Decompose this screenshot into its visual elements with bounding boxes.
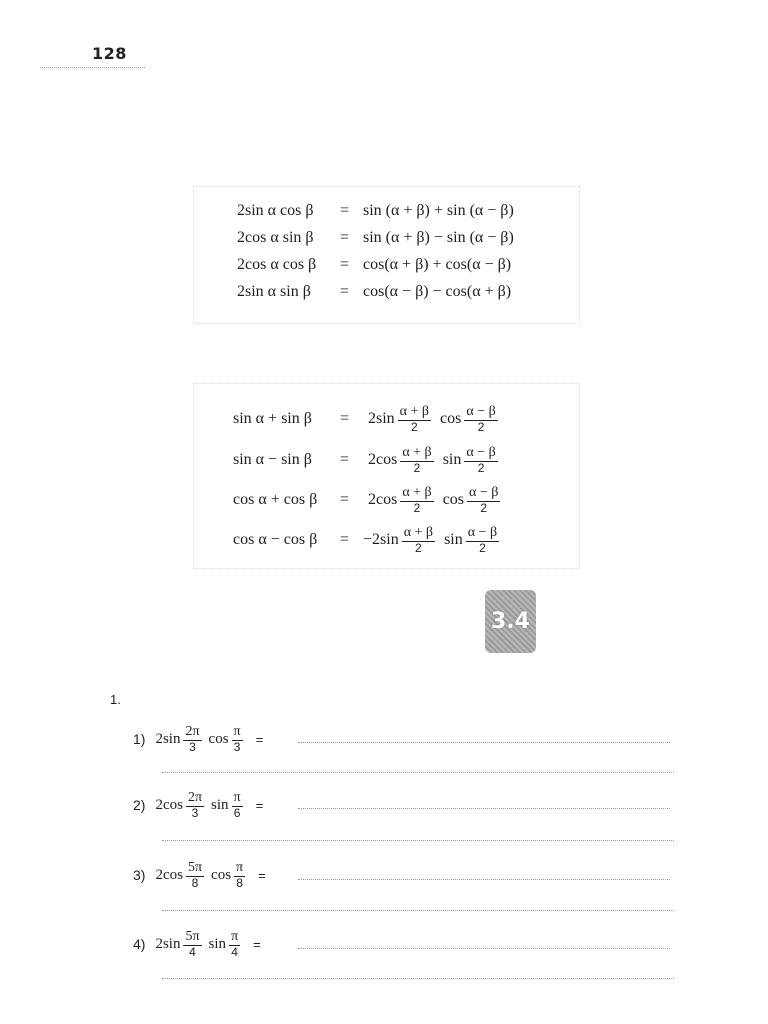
exercise-equals: = bbox=[255, 797, 264, 813]
exercise-item bbox=[133, 722, 263, 756]
formula-function: cos bbox=[440, 410, 462, 427]
formula-rhs: sin (α + β) − sin (α − β) bbox=[363, 229, 514, 246]
fraction-denominator: 2 bbox=[415, 540, 422, 555]
formula-equals: = bbox=[340, 202, 350, 219]
fraction-numerator: 2π bbox=[187, 789, 203, 805]
fraction-numerator: α + β bbox=[402, 444, 432, 460]
formula-lhs: 2sin α cos β bbox=[237, 202, 314, 219]
exercise-equals: = bbox=[258, 867, 266, 883]
exercise-function: sin bbox=[211, 796, 229, 813]
fraction-denominator: 2 bbox=[477, 460, 485, 475]
formula-rhs: sin (α + β) + sin (α − β) bbox=[363, 202, 514, 219]
fraction-numerator: α + β bbox=[403, 524, 434, 540]
formula-equals: = bbox=[340, 410, 350, 427]
fraction bbox=[464, 405, 497, 433]
exercise-function: cos bbox=[211, 866, 232, 883]
answer-line[interactable] bbox=[162, 910, 674, 911]
page-number-rule bbox=[40, 67, 145, 68]
fraction-numerator: α − β bbox=[466, 444, 496, 460]
fraction-numerator: α + β bbox=[402, 484, 432, 500]
exercise-item-index: 2) bbox=[133, 797, 146, 813]
exercise-item-index: 4) bbox=[133, 936, 146, 952]
fraction-numerator: 5π bbox=[185, 928, 200, 944]
section-badge bbox=[485, 590, 536, 653]
exercise-function: sin bbox=[208, 935, 227, 952]
answer-line[interactable] bbox=[162, 840, 674, 841]
answer-line[interactable] bbox=[162, 978, 674, 979]
exercise-function: 2sin bbox=[155, 730, 181, 747]
fraction-denominator: 2 bbox=[413, 500, 421, 515]
fraction-numerator: α + β bbox=[399, 403, 430, 419]
exercise-function: 2cos bbox=[155, 796, 183, 813]
fraction-denominator: 2 bbox=[413, 460, 421, 475]
fraction bbox=[232, 791, 243, 819]
exercise-item bbox=[133, 927, 261, 961]
fraction-numerator: 5π bbox=[187, 859, 203, 875]
formula-rhs: cos(α − β) − cos(α + β) bbox=[363, 283, 512, 300]
fraction-denominator: 4 bbox=[189, 944, 196, 959]
formula-lhs: 2cos α sin β bbox=[237, 229, 314, 246]
formula-equals: = bbox=[340, 531, 350, 548]
formula-equals: = bbox=[340, 229, 350, 246]
fraction bbox=[234, 861, 245, 889]
answer-line[interactable] bbox=[298, 808, 670, 809]
fraction-numerator: 2π bbox=[185, 723, 200, 739]
fraction-denominator: 3 bbox=[189, 739, 196, 754]
fraction bbox=[402, 526, 435, 554]
exercise-item bbox=[133, 858, 266, 892]
answer-line[interactable] bbox=[298, 948, 670, 949]
formula-lhs: sin α + sin β bbox=[233, 410, 312, 427]
exercise-item-index: 1) bbox=[133, 731, 146, 747]
exercise-function: cos bbox=[208, 730, 229, 747]
formula-function: sin bbox=[444, 531, 463, 548]
exercise-number: 1. bbox=[110, 692, 121, 707]
formula-equals: = bbox=[340, 451, 350, 468]
section-badge-label: 3.4 bbox=[491, 609, 530, 634]
formula-equals: = bbox=[340, 283, 350, 300]
formula-lhs: 2sin α sin β bbox=[237, 283, 311, 300]
fraction bbox=[186, 791, 204, 819]
formula-equals: = bbox=[340, 491, 350, 508]
page-number: 128 bbox=[92, 44, 127, 63]
fraction-numerator: π bbox=[233, 789, 241, 805]
fraction-denominator: 2 bbox=[479, 540, 486, 555]
formula-function: 2cos bbox=[368, 451, 398, 468]
exercise-item bbox=[133, 788, 263, 822]
exercise-function: 2sin bbox=[155, 935, 181, 952]
fraction-denominator: 2 bbox=[411, 419, 418, 434]
fraction-numerator: π bbox=[236, 859, 244, 875]
fraction-denominator: 2 bbox=[477, 419, 485, 434]
fraction-numerator: α − β bbox=[466, 403, 496, 419]
fraction-denominator: 3 bbox=[191, 805, 199, 820]
exercise-function: 2cos bbox=[155, 866, 183, 883]
fraction bbox=[464, 446, 497, 474]
formula-rhs: cos(α + β) + cos(α − β) bbox=[363, 256, 512, 273]
formula-function: −2sin bbox=[363, 531, 399, 548]
fraction bbox=[183, 930, 201, 958]
formula-equals: = bbox=[340, 256, 350, 273]
fraction-denominator: 8 bbox=[236, 875, 243, 890]
answer-line[interactable] bbox=[298, 742, 670, 743]
formula-lhs: sin α − sin β bbox=[233, 451, 312, 468]
formula-lhs: cos α − cos β bbox=[233, 531, 318, 548]
fraction bbox=[467, 486, 500, 514]
fraction-numerator: α − β bbox=[467, 524, 498, 540]
fraction bbox=[398, 405, 431, 433]
fraction-numerator: π bbox=[231, 928, 239, 944]
formula-function: 2sin bbox=[368, 410, 395, 427]
fraction bbox=[183, 725, 201, 753]
fraction-denominator: 3 bbox=[233, 739, 241, 754]
formula-function: 2cos bbox=[368, 491, 398, 508]
fraction-denominator: 2 bbox=[480, 500, 488, 515]
formula-function: cos bbox=[442, 491, 465, 508]
fraction bbox=[466, 526, 499, 554]
fraction-denominator: 4 bbox=[231, 944, 238, 959]
exercise-item-index: 3) bbox=[133, 867, 146, 883]
fraction bbox=[229, 930, 240, 958]
formula-function: sin bbox=[442, 451, 462, 468]
fraction bbox=[400, 446, 433, 474]
formula-lhs: cos α + cos β bbox=[233, 491, 318, 508]
exercise-equals: = bbox=[255, 731, 264, 747]
answer-line[interactable] bbox=[298, 879, 670, 880]
fraction-denominator: 6 bbox=[233, 805, 241, 820]
fraction-numerator: π bbox=[233, 723, 241, 739]
fraction-numerator: α − β bbox=[469, 484, 499, 500]
formula-lhs: 2cos α cos β bbox=[237, 256, 317, 273]
fraction bbox=[186, 861, 204, 889]
fraction bbox=[400, 486, 433, 514]
fraction bbox=[232, 725, 243, 753]
answer-line[interactable] bbox=[162, 772, 674, 773]
exercise-equals: = bbox=[253, 936, 261, 952]
fraction-denominator: 8 bbox=[191, 875, 199, 890]
